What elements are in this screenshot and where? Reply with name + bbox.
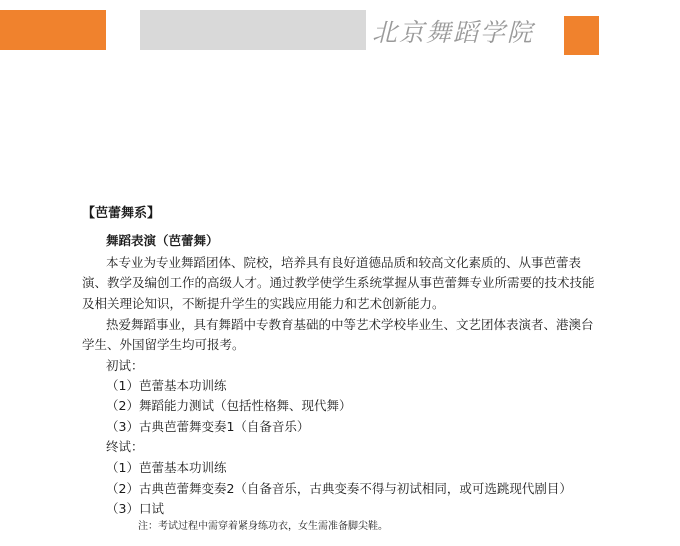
prelim-item-1: （1）芭蕾基本功训练	[106, 378, 227, 393]
final-label: 终试：	[106, 439, 144, 454]
final-item-3: （3）口试	[106, 501, 164, 516]
requirement-line-1: 热爱舞蹈事业，具有舞蹈中专教育基础的中等艺术学校毕业生、文艺团体表演者、港澳台	[106, 317, 594, 332]
description-line-1: 本专业为专业舞蹈团体、院校，培养具有良好道德品质和较高文化素质的、从事芭蕾表	[106, 255, 582, 270]
prelim-label: 初试：	[106, 358, 144, 373]
prelim-item-3: （3）古典芭蕾舞变奏1（自备音乐）	[106, 419, 310, 434]
description-line-3: 及相关理论知识，不断提升学生的实践应用能力和艺术创新能力。	[82, 296, 445, 311]
requirement-line-2: 学生、外国留学生均可报考。	[82, 337, 245, 352]
description-line-2: 演、教学及编创工作的高级人才。通过教学使学生系统掌握从事芭蕾舞专业所需要的技术技能	[82, 275, 595, 290]
final-item-2: （2）古典芭蕾舞变奏2（自备音乐，古典变奏不得与初试相同，或可选跳现代剧目）	[106, 481, 572, 496]
prelim-item-2: （2）舞蹈能力测试（包括性格舞、现代舞）	[106, 398, 352, 413]
department-title: 【芭蕾舞系】	[82, 206, 161, 221]
final-item-1: （1）芭蕾基本功训练	[106, 460, 227, 475]
exam-note: 注：考试过程中需穿着紧身练功衣，女生需准备脚尖鞋。	[138, 521, 388, 532]
brand-logo-text: 北京舞蹈学院	[372, 18, 535, 47]
major-title: 舞蹈表演（芭蕾舞）	[106, 233, 219, 248]
